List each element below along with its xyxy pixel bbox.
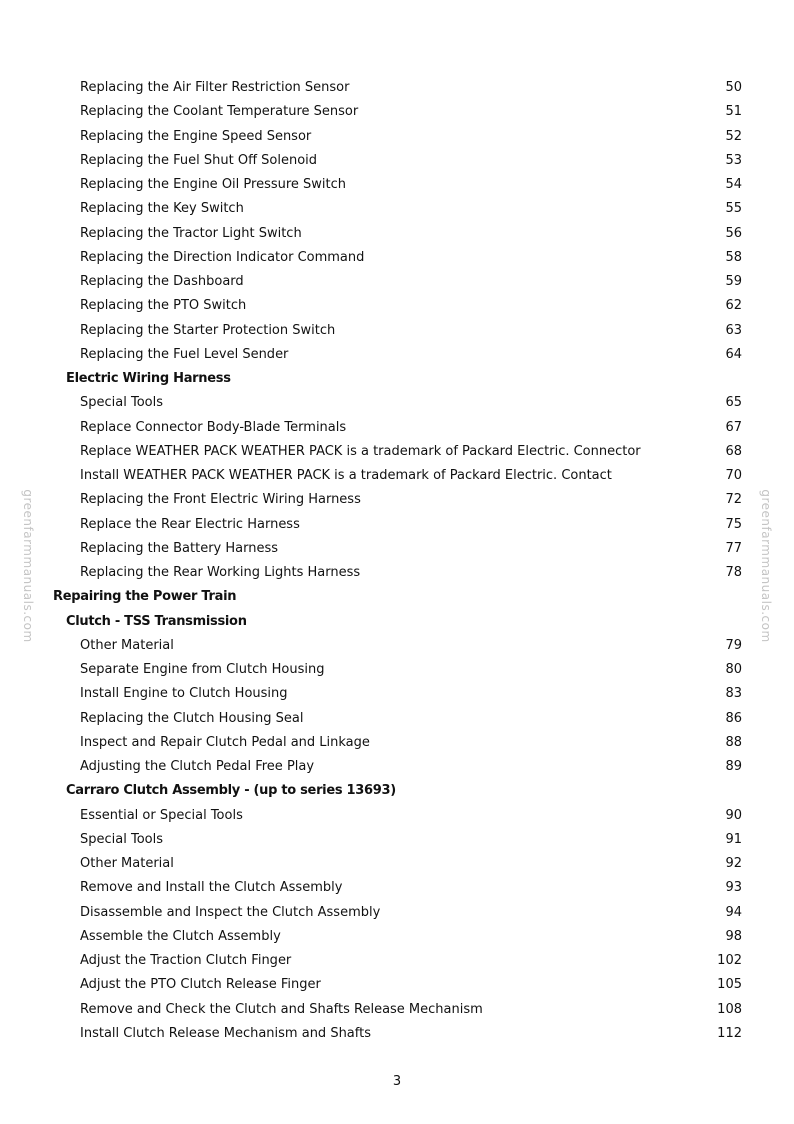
toc-entry[interactable]	[0, 634, 794, 658]
toc-entry[interactable]	[0, 949, 794, 973]
toc-entry-page: 92	[725, 856, 742, 871]
toc-entry-title: Install WEATHER PACK WEATHER PACK is a trademark of Packard Electric. Contact	[80, 468, 612, 483]
toc-entry-page: 86	[725, 710, 742, 726]
toc-entry[interactable]	[0, 561, 794, 585]
toc-entry-page: 108	[717, 1001, 742, 1017]
toc-entry[interactable]	[0, 901, 794, 925]
toc-entry-page: 67	[725, 419, 742, 435]
toc-entry-title: Essential or Special Tools	[80, 807, 243, 823]
toc-entry-title: Replacing the Fuel Shut Off Solenoid	[80, 152, 318, 168]
toc-entry-title: Inspect and Repair Clutch Pedal and Linkage	[80, 734, 370, 750]
toc-entry-title: Replacing the Engine Oil Pressure Switch	[80, 177, 347, 192]
toc-entry-title: Replace WEATHER PACK WEATHER PACK is a trademark of Packard Electric. Connector	[80, 443, 641, 459]
toc-entry-title: Install Clutch Release Mechanism and Shafts	[80, 1025, 371, 1041]
toc-entry[interactable]	[0, 294, 794, 318]
toc-entry-title: Replacing the Key Switch	[80, 201, 244, 217]
toc-entry-title: Replacing the Rear Working Lights Harness	[80, 565, 361, 580]
toc-entry-page: 63	[725, 322, 742, 338]
toc-entry[interactable]	[0, 925, 794, 949]
toc-entry-page: 91	[725, 831, 742, 847]
toc-entry-title: Replacing the Starter Protection Switch	[80, 322, 336, 338]
toc-entry-title: Replacing the Fuel Level Sender	[80, 346, 289, 362]
toc-entry-title: Install Engine to Clutch Housing	[80, 686, 288, 702]
page-number: 3	[392, 1074, 402, 1089]
toc-entry-title: Disassemble and Inspect the Clutch Assembly	[80, 904, 381, 920]
toc-entry-page: 50	[725, 80, 742, 95]
toc-entry-title: Replacing the Battery Harness	[80, 540, 279, 556]
toc-entry[interactable]	[0, 973, 794, 997]
toc-entry[interactable]	[0, 488, 794, 512]
toc-entry[interactable]	[0, 197, 794, 221]
toc-entry-page: 88	[725, 734, 742, 750]
watermark-left: greenfarmmanuals.com	[21, 489, 35, 643]
toc-entry-title: Special Tools	[80, 395, 163, 411]
toc-entry-page: 75	[725, 516, 742, 532]
toc-entry-title: Other Material	[80, 856, 174, 871]
toc-entry[interactable]	[0, 707, 794, 731]
toc-entry-title: Remove and Check the Clutch and Shafts Release Mechanism	[80, 1001, 483, 1017]
toc-entry-title: Replacing the Air Filter Restriction Sensor	[80, 80, 350, 95]
toc-entry-title: Repairing the Power Train	[53, 589, 237, 605]
toc-entry-page: 68	[725, 443, 742, 459]
toc-entry-page: 72	[725, 492, 742, 508]
toc-entry-page: 93	[725, 880, 742, 896]
toc-entry[interactable]	[0, 876, 794, 900]
toc-section-heading[interactable]	[0, 610, 794, 634]
toc-entry-page: 78	[725, 565, 742, 580]
toc-entry-title: Separate Engine from Clutch Housing	[80, 662, 325, 677]
toc-entry[interactable]	[0, 852, 794, 876]
toc-entry[interactable]	[0, 537, 794, 561]
toc-entry-page: 89	[725, 759, 742, 774]
toc-entry[interactable]	[0, 319, 794, 343]
toc-entry[interactable]	[0, 1022, 794, 1046]
toc-entry-page: 64	[725, 346, 742, 362]
toc-entry-page: 58	[725, 249, 742, 265]
toc-entry[interactable]	[0, 440, 794, 464]
toc-entry[interactable]	[0, 222, 794, 246]
toc-entry-page: 62	[725, 298, 742, 314]
toc-entry[interactable]	[0, 682, 794, 706]
toc-entry-page: 51	[725, 104, 742, 120]
toc-entry-title: Other Material	[80, 637, 174, 653]
toc-entry[interactable]	[0, 391, 794, 415]
toc-entry[interactable]	[0, 343, 794, 367]
toc-entry[interactable]	[0, 513, 794, 537]
toc-entry-page: 83	[725, 686, 742, 702]
toc-entry-page: 56	[725, 225, 742, 241]
toc-entry-page: 112	[717, 1025, 742, 1041]
toc-entry[interactable]	[0, 149, 794, 173]
toc-section-heading[interactable]	[0, 585, 794, 609]
toc-entry[interactable]	[0, 464, 794, 488]
toc-entry-title: Replacing the Coolant Temperature Sensor	[80, 104, 359, 120]
toc-entry[interactable]	[0, 76, 794, 100]
toc-entry-page: 59	[725, 274, 742, 289]
toc-entry[interactable]	[0, 998, 794, 1022]
toc-entry-page: 52	[725, 128, 742, 144]
toc-entry-page: 70	[725, 468, 742, 483]
toc-entry-title: Replace Connector Body-Blade Terminals	[80, 419, 347, 435]
toc-entry[interactable]	[0, 658, 794, 682]
toc-entry-page: 94	[725, 904, 742, 920]
toc-entry[interactable]	[0, 755, 794, 779]
toc-entry-page: 77	[725, 540, 742, 556]
toc-entry-title: Replacing the Tractor Light Switch	[80, 225, 302, 241]
toc-entry-title: Clutch - TSS Transmission	[66, 613, 247, 629]
toc-entry-page: 79	[725, 637, 742, 653]
toc-entry[interactable]	[0, 100, 794, 124]
table-of-contents	[0, 76, 794, 1046]
watermark-right: greenfarmmanuals.com	[759, 489, 773, 643]
toc-section-heading[interactable]	[0, 367, 794, 391]
toc-entry-title: Replacing the Front Electric Wiring Harness	[80, 492, 361, 508]
toc-entry[interactable]	[0, 125, 794, 149]
toc-entry-title: Replacing the PTO Switch	[80, 298, 247, 314]
toc-entry-page: 80	[725, 662, 742, 677]
toc-entry-title: Assemble the Clutch Assembly	[80, 928, 281, 944]
toc-entry-title: Special Tools	[80, 831, 163, 847]
toc-entry[interactable]	[0, 246, 794, 270]
toc-entry-title: Replacing the Dashboard	[80, 274, 244, 289]
toc-entry-title: Carraro Clutch Assembly - (up to series 13693)	[66, 783, 396, 799]
toc-entry-title: Replacing the Engine Speed Sensor	[80, 128, 312, 144]
toc-entry-page: 90	[725, 807, 742, 823]
toc-entry-page: 98	[725, 928, 742, 944]
toc-entry-title: Adjusting the Clutch Pedal Free Play	[80, 759, 315, 774]
toc-section-heading[interactable]	[0, 779, 794, 803]
toc-entry-page: 102	[717, 953, 742, 968]
toc-entry[interactable]	[0, 731, 794, 755]
toc-entry-page: 105	[717, 977, 742, 993]
toc-entry-title: Remove and Install the Clutch Assembly	[80, 880, 343, 896]
toc-entry-title: Adjust the PTO Clutch Release Finger	[80, 977, 321, 993]
toc-entry-title: Replace the Rear Electric Harness	[80, 516, 300, 532]
toc-entry-page: 53	[725, 152, 742, 168]
toc-entry[interactable]	[0, 416, 794, 440]
toc-entry[interactable]	[0, 828, 794, 852]
toc-entry-title: Adjust the Traction Clutch Finger	[80, 953, 292, 968]
toc-entry-page: 54	[725, 177, 742, 192]
toc-entry[interactable]	[0, 270, 794, 294]
toc-entry-title: Replacing the Direction Indicator Command	[80, 249, 365, 265]
toc-entry-page: 65	[725, 395, 742, 411]
toc-entry[interactable]	[0, 173, 794, 197]
toc-entry-page: 55	[725, 201, 742, 217]
toc-entry-title: Replacing the Clutch Housing Seal	[80, 710, 304, 726]
toc-entry-title: Electric Wiring Harness	[66, 371, 231, 386]
toc-entry[interactable]	[0, 804, 794, 828]
